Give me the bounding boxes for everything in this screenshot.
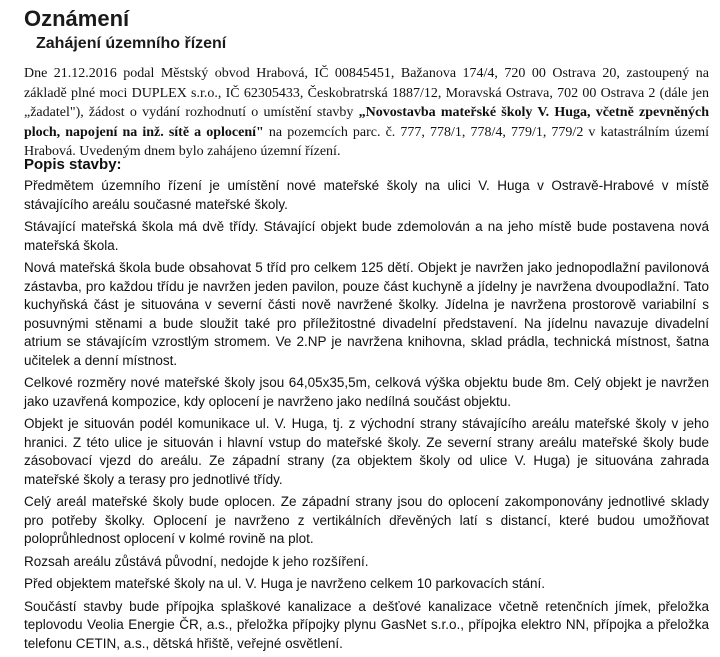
section-heading: Popis stavby: xyxy=(24,156,122,173)
description-paragraph: Rozsah areálu zůstává původní, nedojde k jeho rozšíření. xyxy=(24,553,369,569)
description-paragraph: Součástí stavby bude přípojka splaškové kanalizace a dešťové kanalizace včetně retenčních jímek, přeložka teplovodu Veolia Energie ČR, a.s., přeložka přípojky plynu GasNet s.r.o., přípojka elektro NN, přípojka a přeložka telefonu CETIN, a.s., dětská hřiště, veřejné osvětlení. xyxy=(24,598,709,651)
document-subtitle: Zahájení územního řízení xyxy=(36,35,227,52)
intro-paragraph xyxy=(24,64,709,162)
description-paragraph: Celkové rozměry nové mateřské školy jsou 64,05x35,5m, celková výška objektu bude 8m. Celý objekt je navržen jako uzavřená kompozice, kdy oplocení je navrženo jako nedílná součást objektu. xyxy=(24,375,709,409)
intro-text-part2: na pozemcích parc. č. 777, 778/1, 778/4, 779/1, 779/2 v katastrálním území Hrabová. Uvedeným dnem bylo zahájeno územní řízení. xyxy=(24,124,709,159)
project-name: „Novostavba mateřské školy V. Huga, včetně zpevněných ploch, napojení na inž. sítě a oplocení" xyxy=(24,105,709,140)
description-paragraph: Nová mateřská škola bude obsahovat 5 tříd pro celkem 125 dětí. Objekt je navržen jako jednopodlažní pavilonová zástavba, pro každou třídu je navržen jeden pavilon, pouze část kuchyně a jídelny je navržena dvoupodlažní. Tato kuchyňská část je situována v severní části nově navržené školky. Jídelna je navržena prostorově variabilní s posuvnými stěnami a bude sloužit také pro příležitostné divadelní představení. Na jídelnu navazuje divadelní atrium se stávajícím vzrostlým stromem. Ve 2.NP je navržena knihovna, sklad prádla, technická místnost, šatna učitelek a denní místnost. xyxy=(24,260,709,368)
document-title: Oznámení xyxy=(24,6,130,31)
description-paragraph: Předmětem územního řízení je umístění nové mateřské školy na ulici V. Huga v Ostravě-Hrabové v místě stávajícího areálu současné mateřské školy. xyxy=(24,178,709,212)
intro-text-part1: Dne 21.12.2016 podal Městský obvod Hrabová, IČ 00845451, Bažanova 174/4, 720 00 Ostrava 20, zastoupený na základě plné moci DUPLEX s.r.o., IČ 62305433, Českobratrská 1887/12, Moravská Ostrava, 702 00 Ostrava 2 (dále jen „žadatel"), žádost o vydání rozhodnutí o umístění stavby xyxy=(24,66,709,120)
description-paragraph: Stávající mateřská škola má dvě třídy. Stávající objekt bude zdemolován a na jeho místě bude postavena nová mateřská škola. xyxy=(24,219,709,253)
description-paragraph: Celý areál mateřské školy bude oplocen. Ze západní strany jsou do oplocení zakomponovány jednotlivé sklady pro potřeby školky. Oplocení je navrženo z vertikálních dřevěných latí s distancí, které budou umožňovat poloprůhlednost oplocení v kolmé rovině na plot. xyxy=(24,494,709,546)
description-paragraph: Před objektem mateřské školy na ul. V. Huga je navrženo celkem 10 parkovacích stání. xyxy=(24,576,546,591)
description-body xyxy=(24,177,709,657)
description-paragraph: Objekt je situován podél komunikace ul. V. Huga, tj. z východní strany stávajícího areálu mateřské školy v jeho hranici. Z této ulice je situován i hlavní vstup do mateřské školy. Ze severní strany areálu mateřské školy bude zásobovací vjezd do areálu. Ze západní strany (za objektem školy od ulice V. Huga) je situována zahrada mateřské školy a terasy pro jednotlivé třídy. xyxy=(24,416,709,487)
